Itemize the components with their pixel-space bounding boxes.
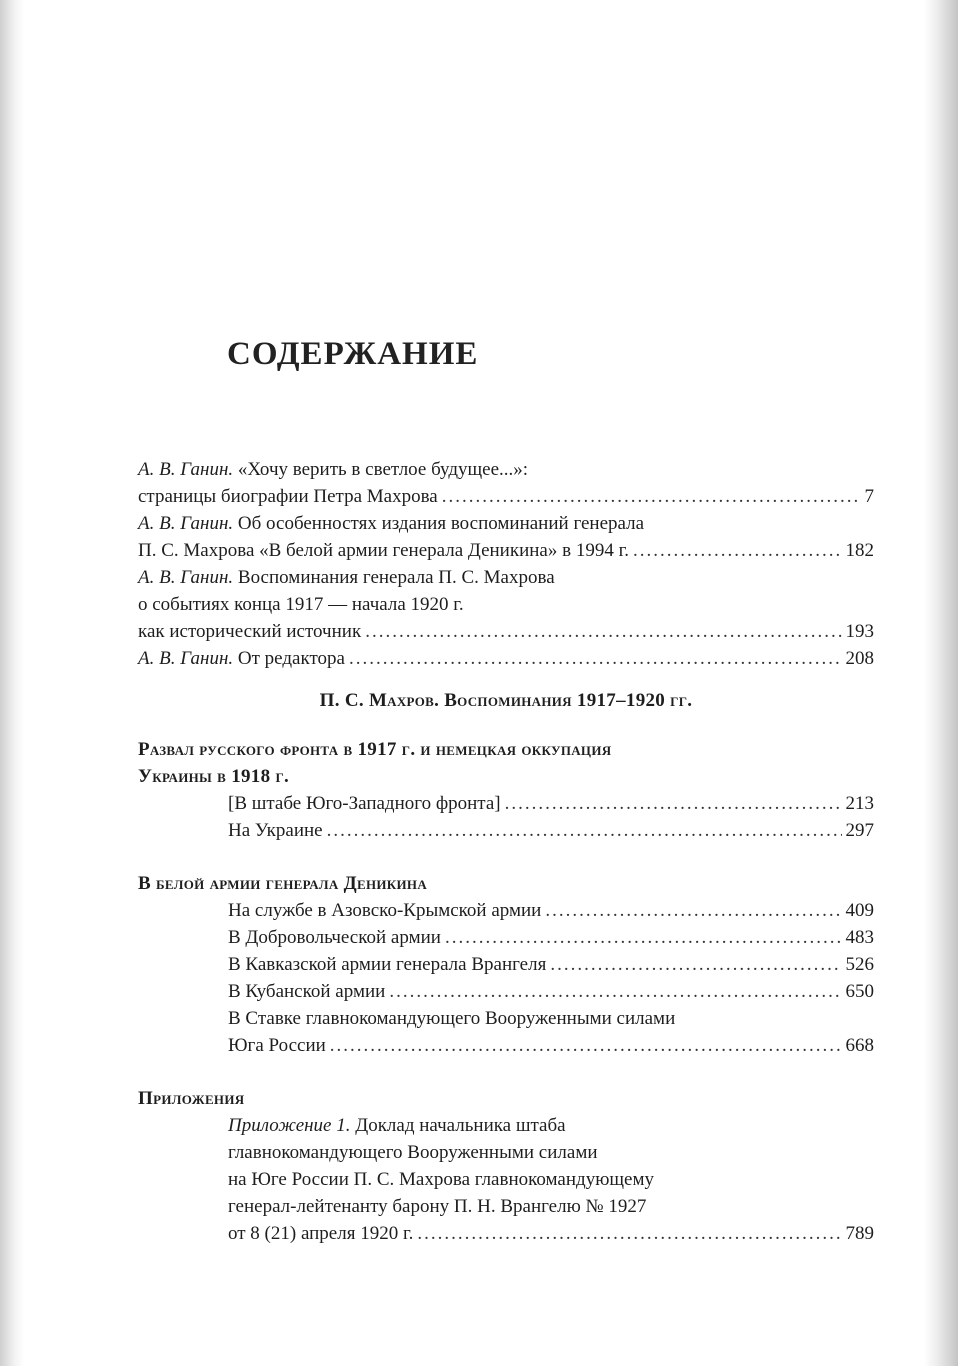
toc-entry-text: [В штабе Юго-Западного фронта] (228, 793, 501, 814)
toc-entry-text: Об особенностях издания воспоминаний генерала (237, 513, 645, 534)
toc-leader-dots (505, 790, 842, 817)
toc-leader-dots (365, 618, 841, 645)
toc-entry-text: как исторический источник (138, 621, 362, 642)
toc-line (138, 1193, 874, 1220)
toc-leader-dots (445, 924, 842, 951)
toc-page-number: 208 (845, 648, 874, 669)
toc-leader-dots (633, 537, 842, 564)
toc-line[interactable] (138, 951, 874, 978)
page-edge-shadow-right (924, 0, 958, 1366)
toc-entry-text: В Добровольческой армии (228, 927, 441, 948)
toc-author: А. В. Ганин. (138, 567, 234, 588)
toc-page-number: 650 (845, 981, 874, 1002)
toc-entry-text: о событиях конца 1917 — начала 1920 г. (138, 594, 464, 615)
toc-line[interactable] (138, 1220, 874, 1247)
toc-line[interactable] (138, 897, 874, 924)
toc-line (138, 1112, 874, 1139)
toc-line[interactable] (138, 645, 874, 672)
toc-entry-text: на Юге России П. С. Махрова главнокомандующему (228, 1169, 654, 1190)
toc-entry-text: В Кавказской армии генерала Врангеля (228, 954, 547, 975)
section-heading: Приложения (138, 1088, 245, 1109)
toc-page-number: 182 (845, 540, 874, 561)
toc-entry-text: П. С. Махрова «В белой армии генерала Деникина» в 1994 г. (138, 540, 629, 561)
toc-leader-dots (389, 978, 841, 1005)
section-heading: Украины в 1918 г. (138, 766, 290, 787)
toc-line (138, 1166, 874, 1193)
part-title: П. С. Махров. Воспоминания 1917–1920 гг. (319, 690, 693, 711)
toc-line[interactable] (138, 537, 874, 564)
toc-line[interactable] (138, 618, 874, 645)
toc-line[interactable] (138, 978, 874, 1005)
toc-entry-text: На службе в Азовско-Крымской армии (228, 900, 542, 921)
toc-page-number: 7 (864, 486, 874, 507)
toc-line (138, 456, 874, 483)
toc-line (138, 564, 874, 591)
toc-page-number: 409 (845, 900, 874, 921)
toc-entry-text: В Ставке главнокомандующего Вооруженными силами (228, 1008, 676, 1029)
toc-line[interactable] (138, 924, 874, 951)
toc-entry-text: На Украине (228, 820, 323, 841)
toc-leader-dots (550, 951, 841, 978)
toc-entry-text: страницы биографии Петра Махрова (138, 486, 438, 507)
toc-line[interactable] (138, 790, 874, 817)
toc-page-number: 297 (845, 820, 874, 841)
toc-leader-dots (349, 645, 842, 672)
toc-leader-dots (442, 483, 861, 510)
toc-leader-dots (330, 1032, 842, 1059)
toc-line (138, 1139, 874, 1166)
toc-entry-text: В Кубанской армии (228, 981, 386, 1002)
toc-entry-text: Доклад начальника штаба (355, 1115, 566, 1136)
toc-line[interactable] (138, 817, 874, 844)
toc-entry-text: Юга России (228, 1035, 326, 1056)
toc-author: А. В. Ганин. (138, 459, 234, 480)
page-title: СОДЕРЖАНИЕ (227, 336, 479, 372)
toc-line[interactable] (138, 483, 874, 510)
spacer (138, 844, 874, 870)
section-heading: Развал русского фронта в 1917 г. и немецкая оккупация (138, 739, 612, 760)
toc-entry-text: От редактора (237, 648, 345, 669)
toc-author: А. В. Ганин. (138, 648, 234, 669)
toc-page-number: 193 (845, 621, 874, 642)
toc-line (138, 510, 874, 537)
toc-page-number: 526 (845, 954, 874, 975)
toc-page-number: 668 (845, 1035, 874, 1056)
toc-author: А. В. Ганин. (138, 513, 234, 534)
toc-leader-dots (327, 817, 842, 844)
toc-entry-text: «Хочу верить в светлое будущее...»: (237, 459, 529, 480)
toc-page-number: 789 (845, 1223, 874, 1244)
toc-leader-dots (545, 897, 841, 924)
toc-page-number: 483 (845, 927, 874, 948)
section-heading: В белой армии генерала Деникина (138, 873, 428, 894)
toc-entry-text: Воспоминания генерала П. С. Махрова (237, 567, 555, 588)
toc-appendix-label: Приложение 1. (228, 1115, 351, 1136)
table-of-contents (138, 456, 874, 1247)
toc-leader-dots (417, 1220, 841, 1247)
page-edge-shadow-left (0, 0, 24, 1366)
toc-entry-text: от 8 (21) апреля 1920 г. (228, 1223, 414, 1244)
spacer (138, 1059, 874, 1085)
toc-entry-text: генерал-лейтенанту барону П. Н. Врангелю № 1927 (228, 1196, 647, 1217)
toc-line (138, 591, 874, 618)
toc-line (138, 1005, 874, 1032)
toc-entry-text: главнокомандующего Вооруженными силами (228, 1142, 598, 1163)
toc-line[interactable] (138, 1032, 874, 1059)
toc-page-number: 213 (845, 793, 874, 814)
